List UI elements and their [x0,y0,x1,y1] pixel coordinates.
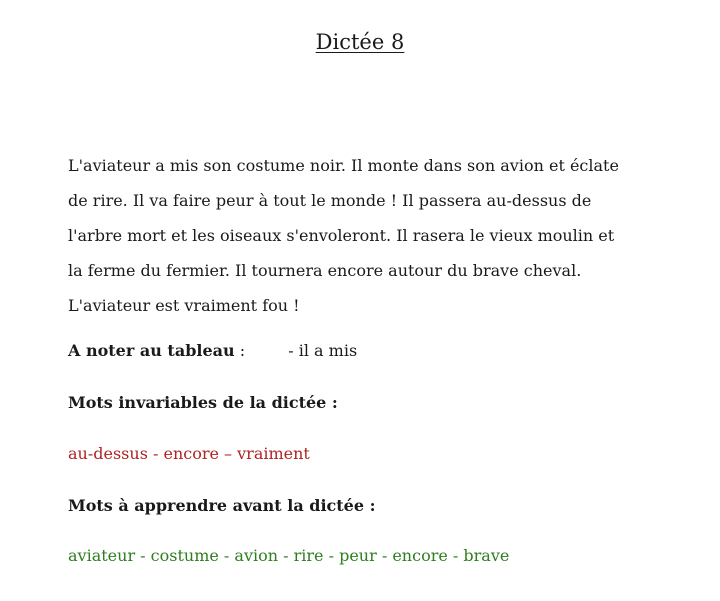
learn-words-list: aviateur - costume - avion - rire - peur - encore - brave [68,546,510,565]
page-title-text: Dictée 8 [315,30,405,54]
note-separator: : [239,341,246,360]
dictation-paragraph: L'aviateur a mis son costume noir. Il monte dans son avion et éclate de rire. Il va faire peur à tout le monde ! Il passera au-dessus de l'arbre mort et les oiseaux s'envoleront. Il rasera le vieux moulin et la ferme du fermier. Il tournera encore autour du brave cheval. L'aviateur est vraiment fou ! [68,156,619,315]
learn-words-heading: Mots à apprendre avant la dictée : [68,496,376,515]
invariable-words-list: au-dessus - encore – vraiment [68,444,310,463]
note-label: A noter au tableau [68,341,235,360]
note-value: - il a mis [288,341,358,360]
note-row [68,341,357,360]
invariable-words-heading: Mots invariables de la dictée : [68,393,338,412]
page-title [0,30,720,54]
